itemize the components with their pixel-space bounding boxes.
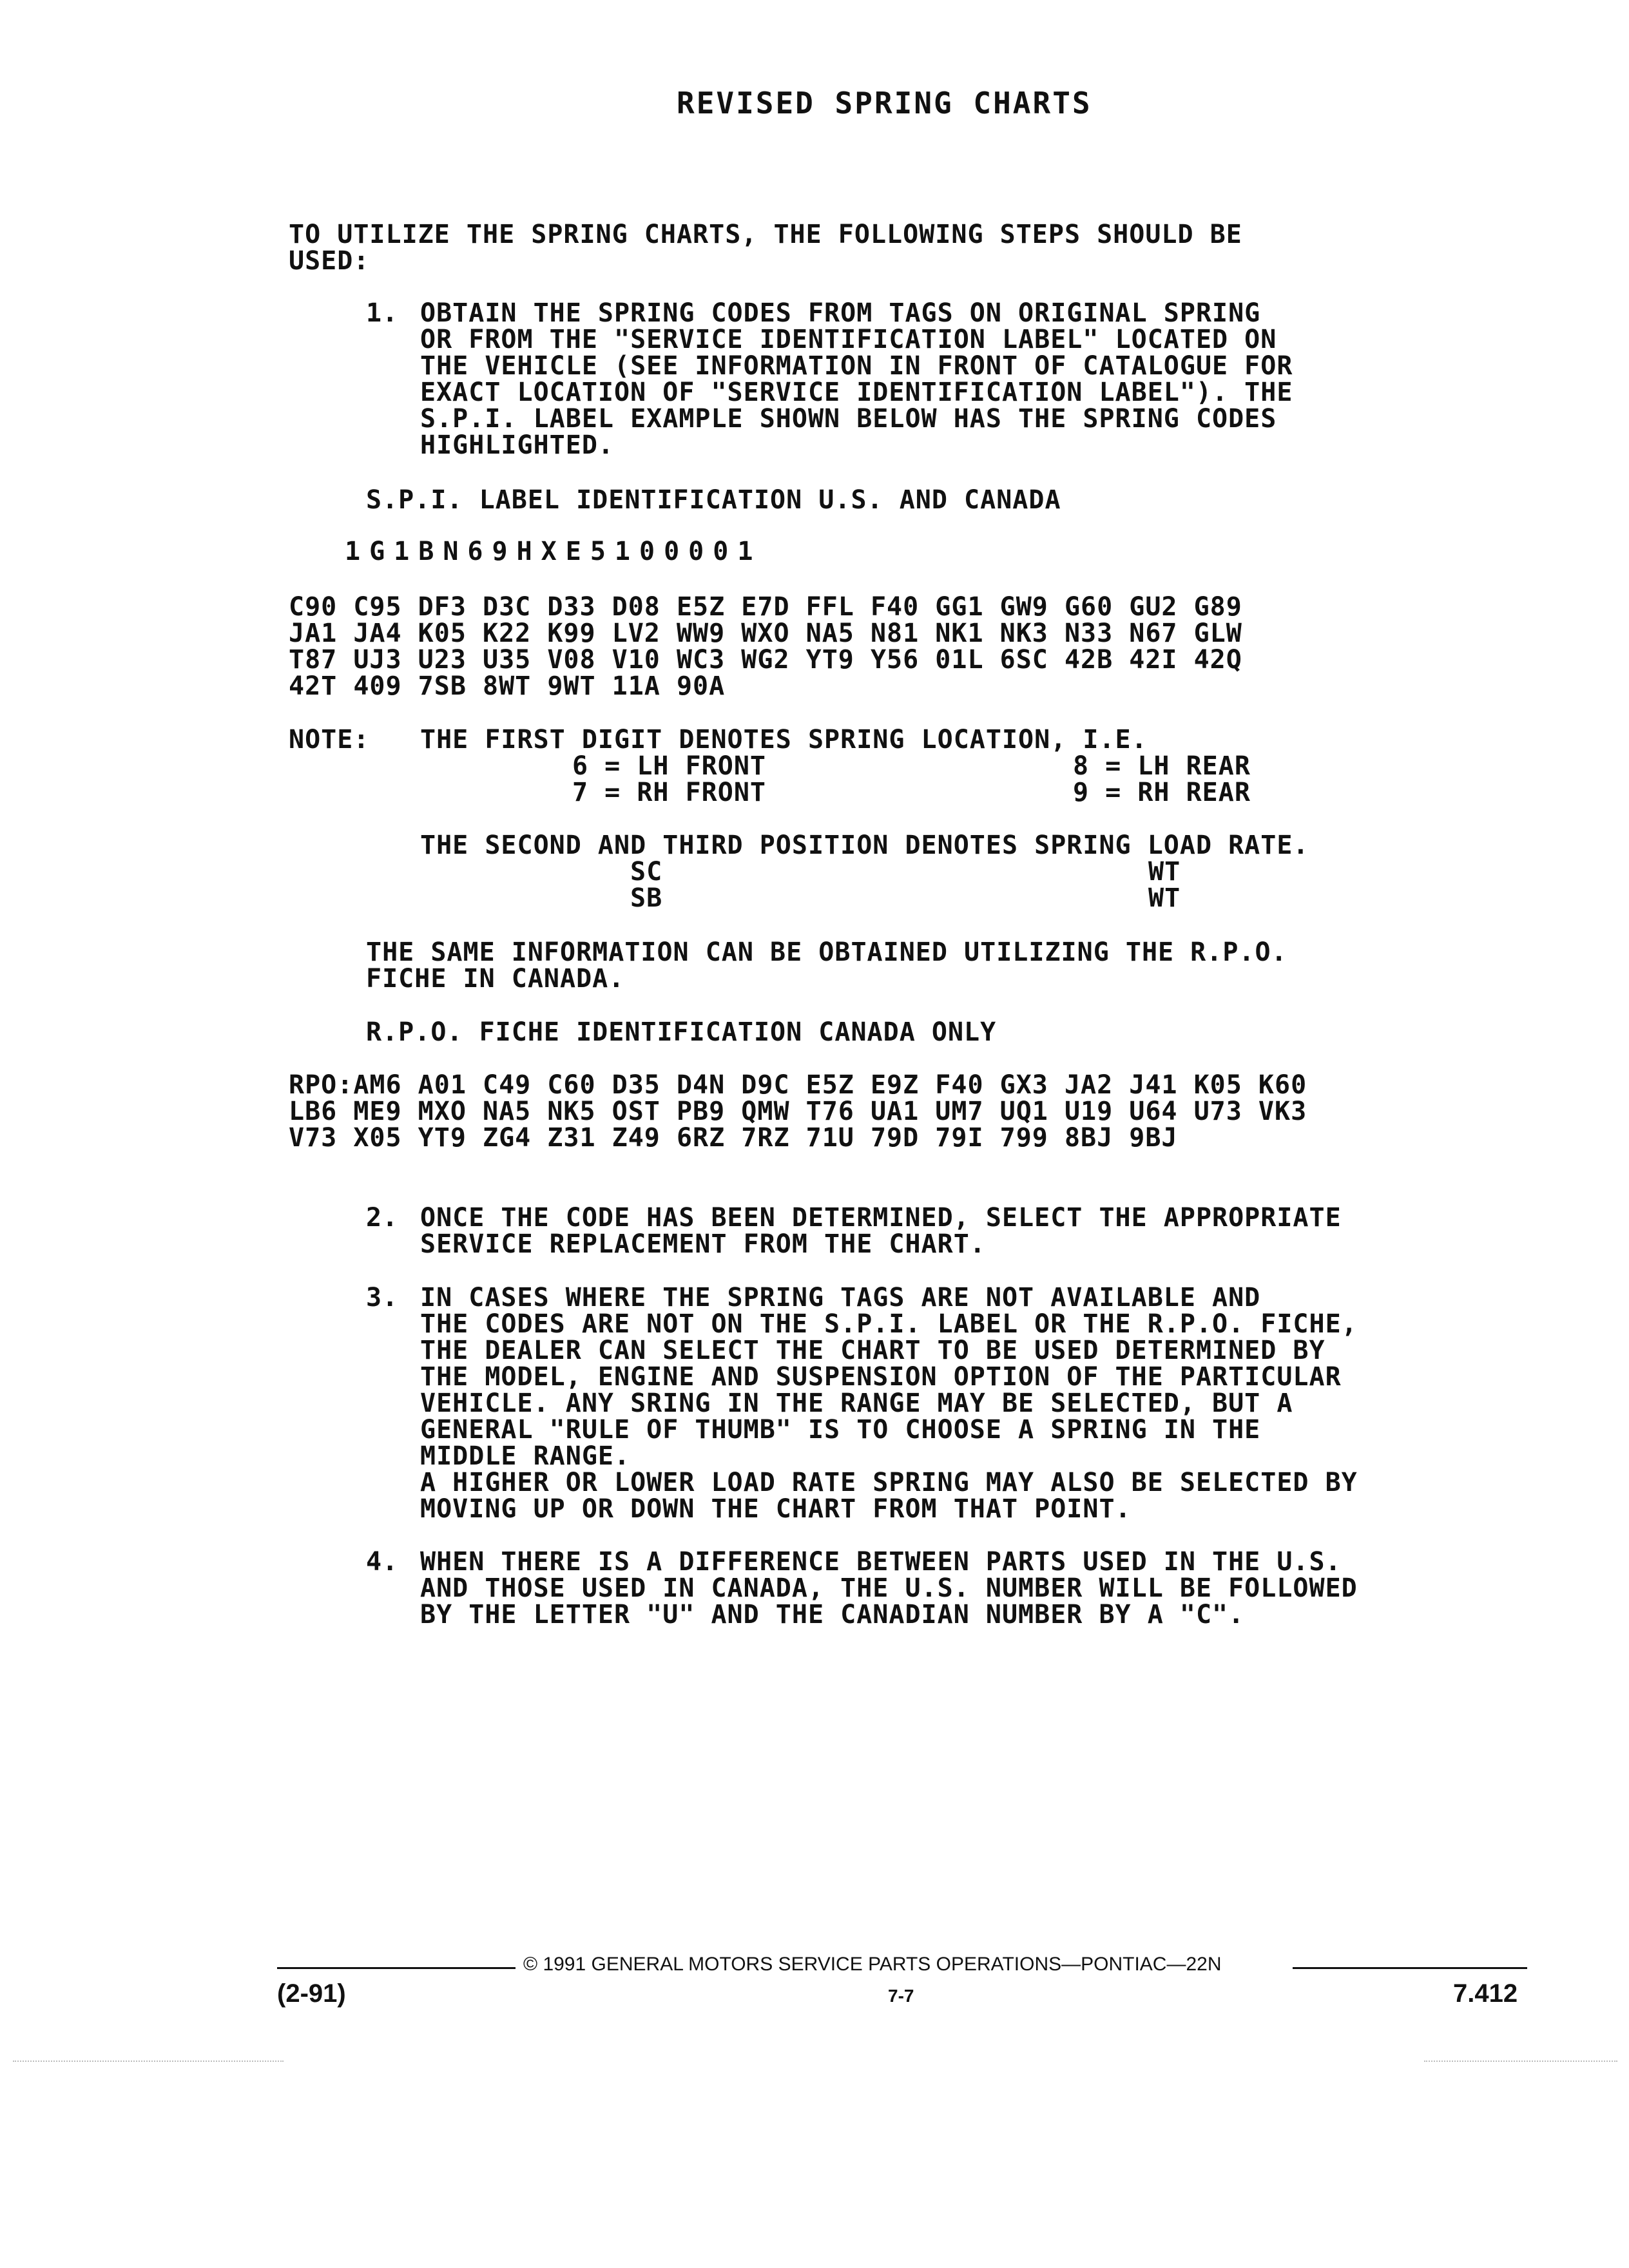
note-label: NOTE: xyxy=(289,725,370,754)
footer-rule-left xyxy=(277,1967,516,1969)
vin-example: 1G1BN69HXE5100001 xyxy=(345,537,762,566)
note-front-locations: 6 = LH FRONT 7 = RH FRONT xyxy=(572,751,766,807)
note-rate-codes-right: WT WT xyxy=(1148,857,1181,913)
footer-copyright: © 1991 GENERAL MOTORS SERVICE PARTS OPERATIONS—PONTIAC—22N xyxy=(523,1954,1222,1975)
spi-code-list: C90 C95 DF3 D3C D33 D08 E5Z E7D FFL F40 GG1 GW9 G60 GU2 G89 JA1 JA4 K05 K22 K99 LV2 WW9 WXO NA5 N81 NK1 NK3 N33 N67 GLW T87 UJ3 U23 U35 V08 V10 WC3 WG2 YT9 Y56 01L 6SC 42B 42I 42Q 42T 409 7SB 8WT 9WT 11A 90A xyxy=(289,592,1242,701)
note-rear-locations: 8 = LH REAR 9 = RH REAR xyxy=(1073,751,1251,807)
note-load-rate-text: THE SECOND AND THIRD POSITION DENOTES SPRING LOAD RATE. xyxy=(420,831,1309,860)
scan-artifact-right xyxy=(1424,2061,1617,2063)
footer-rule-right xyxy=(1293,1967,1527,1969)
scan-artifact-left xyxy=(13,2061,284,2063)
step-3-number: 3. xyxy=(366,1283,399,1312)
footer-page-number: 7-7 xyxy=(888,1986,914,2006)
step-2-text: ONCE THE CODE HAS BEEN DETERMINED, SELECT THE APPROPRIATE SERVICE REPLACEMENT FROM THE CHART. xyxy=(420,1203,1342,1259)
note-location-text: THE FIRST DIGIT DENOTES SPRING LOCATION, I.E. xyxy=(420,725,1148,754)
step-4-number: 4. xyxy=(366,1547,399,1577)
rpo-heading: R.P.O. FICHE IDENTIFICATION CANADA ONLY xyxy=(366,1017,997,1047)
step-3-text: IN CASES WHERE THE SPRING TAGS ARE NOT AVAILABLE AND THE CODES ARE NOT ON THE S.P.I. LABEL OR THE R.P.O. FICHE, THE DEALER CAN SELECT THE CHART TO BE USED DETERMINED BY THE MODEL, ENGINE AND SUSPENSION OPTION OF THE PARTICULAR VEHICLE. ANY SRING IN THE RANGE MAY BE SELECTED, BUT A GENERAL "RULE OF THUMB" IS TO CHOOSE A SPRING IN THE MIDDLE RANGE. A HIGHER OR LOWER LOAD RATE SPRING MAY ALSO BE SELECTED BY MOVING UP OR DOWN THE CHART FROM THAT POINT. xyxy=(420,1283,1358,1524)
step-1-text: OBTAIN THE SPRING CODES FROM TAGS ON ORIGINAL SPRING OR FROM THE "SERVICE IDENTIFICATION LABEL" LOCATED ON THE VEHICLE (SEE INFORMATION IN FRONT OF CATALOGUE FOR EXACT LOCATION OF "SERVICE IDENTIFICATION LABEL"). THE S.P.I. LABEL EXAMPLE SHOWN BELOW HAS THE SPRING CODES HIGHLIGHTED. xyxy=(420,298,1293,460)
spi-heading: S.P.I. LABEL IDENTIFICATION U.S. AND CANADA xyxy=(366,485,1061,515)
step-1-number: 1. xyxy=(366,298,399,328)
rpo-code-list: RPO:AM6 A01 C49 C60 D35 D4N D9C E5Z E9Z F40 GX3 JA2 J41 K05 K60 LB6 ME9 MXO NA5 NK5 OST PB9 QMW T76 UA1 UM7 UQ1 U19 U64 U73 VK3 V73 X05 YT9 ZG4 Z31 Z49 6RZ 7RZ 71U 79D 79I 799 8BJ 9BJ xyxy=(289,1070,1307,1153)
same-info-text: THE SAME INFORMATION CAN BE OBTAINED UTILIZING THE R.P.O. FICHE IN CANADA. xyxy=(366,937,1287,994)
intro-text: TO UTILIZE THE SPRING CHARTS, THE FOLLOWING STEPS SHOULD BE USED: xyxy=(289,220,1242,276)
note-rate-codes-left: SC SB xyxy=(630,857,663,913)
step-4-text: WHEN THERE IS A DIFFERENCE BETWEEN PARTS USED IN THE U.S. AND THOSE USED IN CANADA, THE U.S. NUMBER WILL BE FOLLOWED BY THE LETTER "U" AND THE CANADIAN NUMBER BY A "C". xyxy=(420,1547,1358,1629)
footer-date: (2-91) xyxy=(277,1979,346,2008)
step-2-number: 2. xyxy=(366,1203,399,1233)
footer-section-number: 7.412 xyxy=(1453,1979,1518,2008)
page-title: REVISED SPRING CHARTS xyxy=(677,86,1092,120)
